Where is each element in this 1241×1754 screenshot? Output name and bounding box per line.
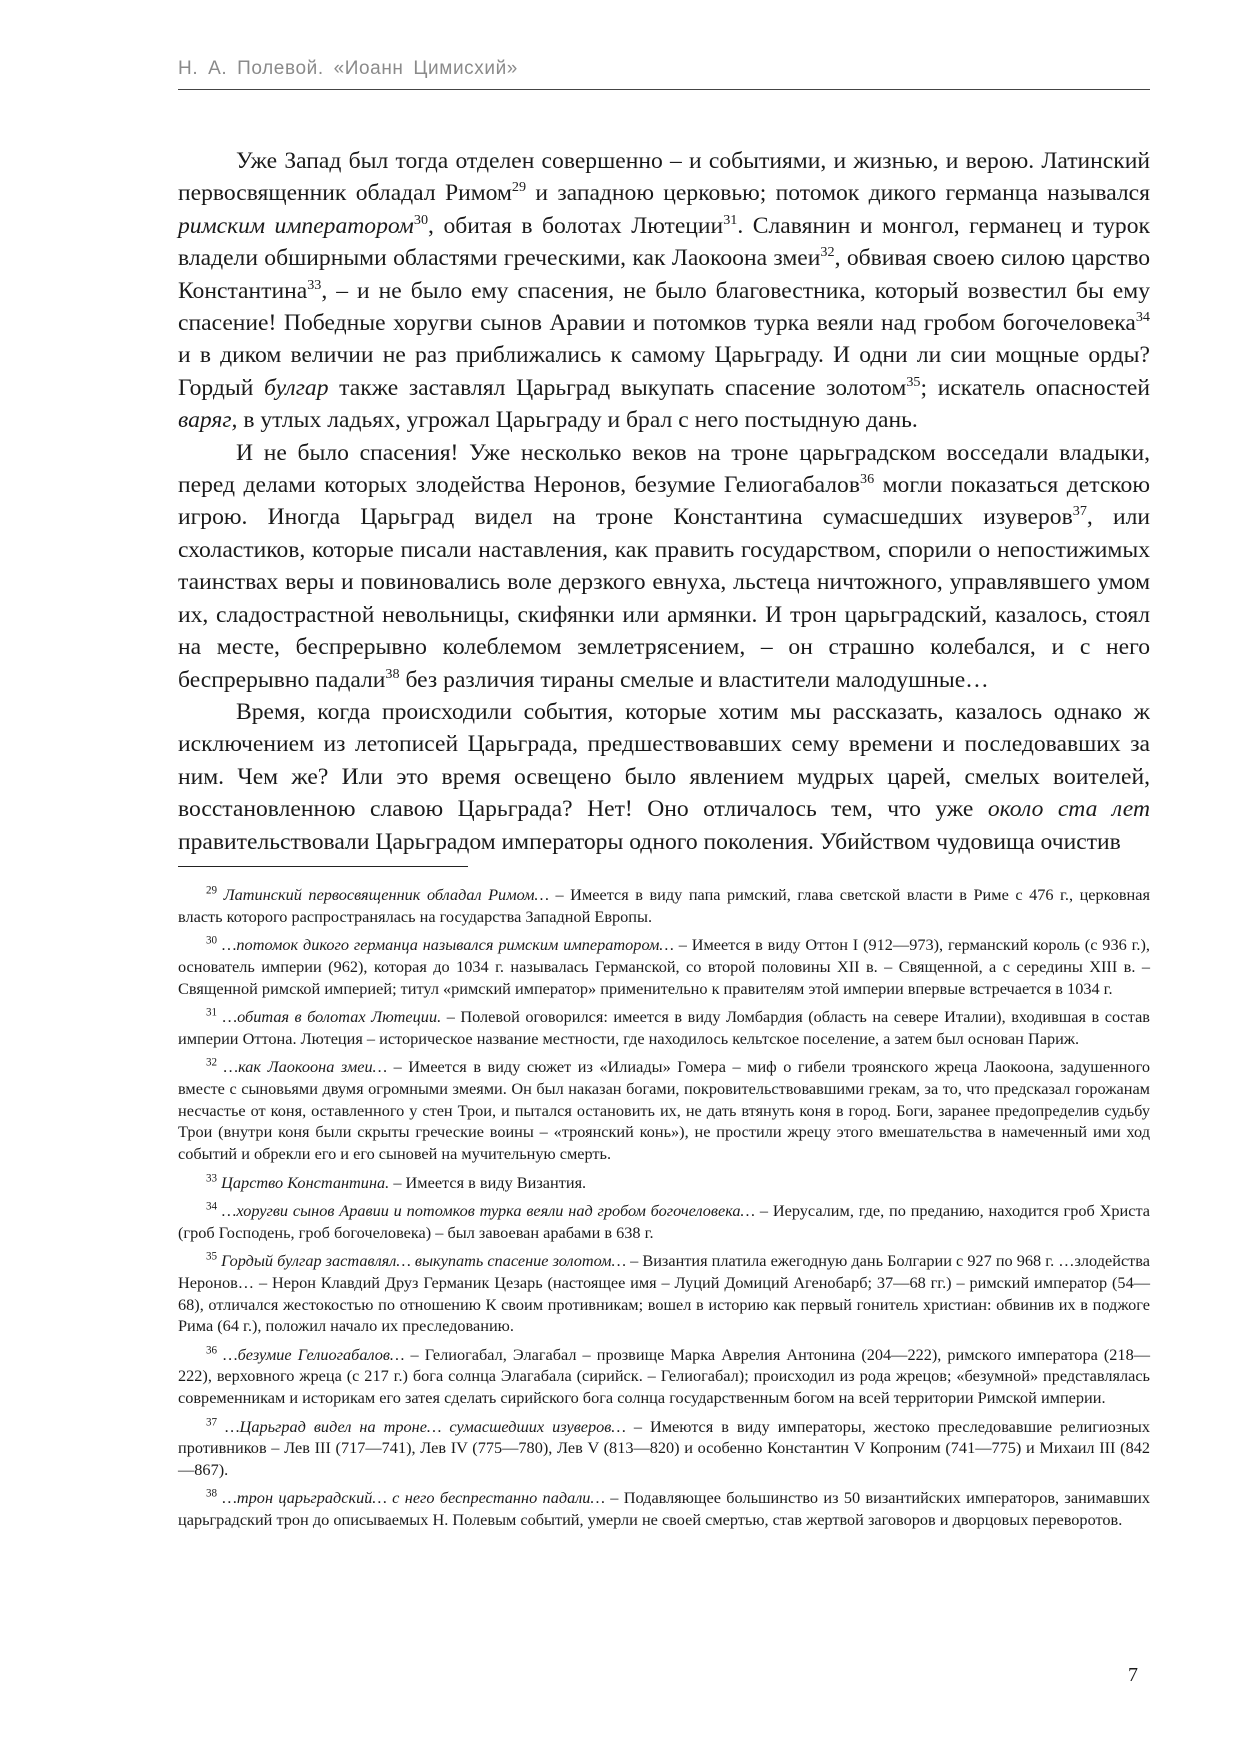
footnote-text: – Полевой оговорился: имеется в виду Ломбардия (область на севере Италии), входившая в состав империи Оттона. Лютеция – историческое название местности, где находилось кельтское поселение, а затем был основан Париж. <box>178 1006 1150 1048</box>
text-run: , обитая в болотах Лютеции <box>428 212 724 239</box>
footnote-lead: …хоругви сынов Аравии и потомков турка веяли над гробом богочеловека… <box>221 1200 756 1220</box>
text-run: Уже Запад был тогда отделен совершенно – и событиями, и жизнью, и верою. Латинский первосвященник обладал Римом <box>178 148 1150 207</box>
footnote <box>178 1006 1150 1050</box>
footnote-lead: …обитая в болотах Лютеции. <box>222 1006 442 1026</box>
text-run: правительствовали Царьградом императоры одного поколения. Убийством чудовища очистив <box>178 828 1121 855</box>
text-run: и в диком величии не раз приближались к самому Царьграду. И одни ли сии мощные орды? Гордый <box>178 342 1150 401</box>
text-run: также заставлял Царьград выкупать спасение золотом <box>328 374 907 401</box>
body-paragraph <box>178 145 1150 437</box>
text-run: . Славянин и монгол, германец и турок владели обширными областями греческими, как Лаокоона змеи <box>178 212 1150 272</box>
footnote-text: – Имеется в виду Византия. <box>389 1172 587 1192</box>
footnote-ref: 37 <box>1072 503 1087 520</box>
footnote-lead: Латинский первосвященник обладал Римом… <box>223 885 549 904</box>
footnote-number: 37 <box>206 1416 218 1429</box>
footnote <box>178 1250 1150 1337</box>
footnote-number: 34 <box>206 1200 218 1213</box>
text-run: , или схоластиков, которые писали наставления, как править государством, спорили о непостижимых таинствах веры и повиновались воле дерзкого евнуха, льстеца ничтожного, управлявшего умом их, сладострастной невольницы, скифянки или армянки. И трон царьградский, казалось, стоял на месте, беспрерывно колеблемом землетрясением, – он страшно колебался, и с него беспрерывно падали <box>178 504 1151 693</box>
footnote <box>178 934 1150 999</box>
footnote-separator <box>178 866 468 867</box>
footnote-number: 36 <box>206 1344 218 1357</box>
text-run: около ста лет <box>987 796 1150 823</box>
text-run: в утлых ладьях, угрожал Царьграду и брал с него постыдную дань. <box>237 407 918 434</box>
footnote-number: 32 <box>206 1056 218 1069</box>
text-run: ; искатель опасностей <box>920 374 1151 401</box>
text-run: варяг, <box>178 407 238 434</box>
footnote-text: – Имеются в виду императоры, жестоко преследовавшие религиозных противников – Лев III (717—741), Лев IV (775—780), Лев V (813—820) и особенно Константин V Копроним (741—775) и Михаил III (842—867). <box>178 1416 1151 1480</box>
footnote-number: 35 <box>206 1250 218 1263</box>
footnote-ref: 31 <box>723 211 738 228</box>
footnote-text: – Гелиогабал, Элагабал – прозвище Марка Аврелия Антонина (204—222), римского императора (218—222), верховного жреца (с 217 г.) бога солнца Элагабала (сирийск. – Гелиогабал); происходил из рода жрецов; «безумной» представлялась современникам и историкам его затея сделать сирийского бога солнца государственным богом на всей территории Римской империи. <box>178 1344 1150 1408</box>
footnote-ref: 34 <box>1135 309 1150 326</box>
footnote-number: 29 <box>206 884 218 897</box>
footnotes <box>178 884 1150 1538</box>
footnote <box>178 1344 1150 1409</box>
footnote <box>178 1416 1150 1481</box>
footnote-ref: 29 <box>511 179 527 196</box>
footnote-number: 33 <box>206 1172 218 1185</box>
footnote <box>178 884 1150 928</box>
footnote-ref: 38 <box>385 665 400 682</box>
footnote <box>178 1056 1150 1165</box>
header-rule <box>178 89 1150 90</box>
footnote-text: – Имеется в виду Оттон I (912—973), германский король (с 936 г.), основатель империи (962), которая до 1034 г. называлась Германской, со второй половины XII в. – Священной, а с середины XIII в. – Священной римской империей; титул «римский император» применительно к правителям этой империи впервые встречается в 1034 г. <box>178 935 1150 998</box>
footnote-number: 38 <box>206 1488 218 1500</box>
footnote-lead: …потомок дикого германца назывался римским императором… <box>221 935 674 955</box>
footnote-text: – Византия платила ежегодную дань Болгарии с 927 по 968 г. …злодейства Неронов… – Нерон Клавдий Друз Германик Цезарь (настоящее имя – Луций Домиций Агенобарб; 37—68 гг.) – римский император (54—68), отличался жестокостью по отношению К своим противникам; вошел в историю как первый гонитель христиан: обвинив их в поджоге Рима (64 г.), положил начало их преследованию. <box>178 1250 1150 1336</box>
main-text <box>178 145 1150 858</box>
footnote <box>178 1200 1150 1244</box>
text-run: , обвивая своею силою царство Константина <box>178 245 1150 304</box>
footnote-text: – Имеется в виду папа римский, глава светской власти в Риме с 476 г., церковная власть которого распространялась на государства Западной Европы. <box>178 885 1150 926</box>
footnote-number: 30 <box>206 934 218 947</box>
footnote-text: – Имеется в виду сюжет из «Илиады» Гомера – миф о гибели троянского жреца Лаокоона, задушенного вместе с сыновьями двумя огромными змеями. Он был наказан богами, покровительствовавшими грекам, за то, что предсказал горожанам несчастье от коня, оставленного у стен Трои, и пытался остановить их, не дать втянуть коня в город. Боги, заранее предопределив судьбу Трои (внутри коня были скрыты греческие воины – «троянский конь»), не простили жрецу этого вмешательства в намеченный ими ход событий и обрекли его и его сыновей на мучительную смерть. <box>178 1057 1150 1164</box>
footnote-lead: Царство Константина. <box>221 1172 390 1192</box>
footnote-ref: 30 <box>413 211 429 228</box>
text-run: без различия тираны смелые и властители малодушные… <box>399 666 989 693</box>
footnote-lead: Гордый булгар заставлял… выкупать спасение золотом… <box>221 1250 627 1270</box>
body-paragraph <box>178 437 1150 696</box>
footnote-number: 31 <box>206 1006 218 1019</box>
footnote-ref: 32 <box>820 244 835 261</box>
body-paragraph <box>178 696 1150 858</box>
text-run: могли показаться детскою игрою. Иногда Царьград видел на троне Константина сумасшедших изуверов <box>178 472 1150 531</box>
footnote-ref: 35 <box>906 373 921 390</box>
footnote-lead: …безумие Гелиогабалов… <box>223 1344 405 1364</box>
page-number: 7 <box>1128 1664 1138 1686</box>
text-run: , – и не было ему спасения, не было благовестника, который возвестил бы ему спасение! Победные хоругви сынов Аравии и потомков турка веяли над гробом богочеловека <box>178 277 1150 337</box>
footnote <box>178 1487 1150 1531</box>
footnote-ref: 33 <box>307 276 322 293</box>
text-run: И не было спасения! Уже несколько веков на троне царьградском восседали владыки, перед делами которых злодейства Неронов, безумие Гелиогабалов <box>178 439 1150 499</box>
footnote-lead: …Царьград видел на троне… сумасшедших изуверов… <box>225 1416 626 1436</box>
text-run: и западною церковью; потомок дикого германца назывался <box>526 180 1150 207</box>
text-run: римским императором <box>178 212 414 239</box>
footnote-text: – Иерусалим, где, по преданию, находится гроб Христа (гроб Господень, гроб богочеловека) – был завоеван арабами в 638 г. <box>178 1200 1151 1242</box>
footnote-lead: …как Лаокоона змеи… <box>223 1057 388 1077</box>
running-header: Н. А. Полевой. «Иоанн Цимисхий» <box>178 58 518 79</box>
footnote-text: – Подавляющее большинство из 50 византийских императоров, занимавших царьградский трон до описываемых Н. Полевым событий, умерли не своей смертью, став жертвой заговоров и дворцовых переворотов. <box>178 1488 1151 1530</box>
footnote-ref: 36 <box>859 471 875 488</box>
text-run: булгар <box>264 374 329 401</box>
footnote-lead: …трон царьградский… с него беспрестанно падали… <box>222 1488 605 1508</box>
footnote <box>178 1172 1150 1194</box>
text-run: Время, когда происходили события, которые хотим мы рассказать, казалось однако ж исключением из летописей Царьграда, предшествовавших сему времени и последовавших за ним. Чем же? Или это время освещено было явлением мудрых царей, смелых воителей, восстановленною славою Царьграда? Нет! Оно отличалось тем, что уже <box>178 698 1150 823</box>
